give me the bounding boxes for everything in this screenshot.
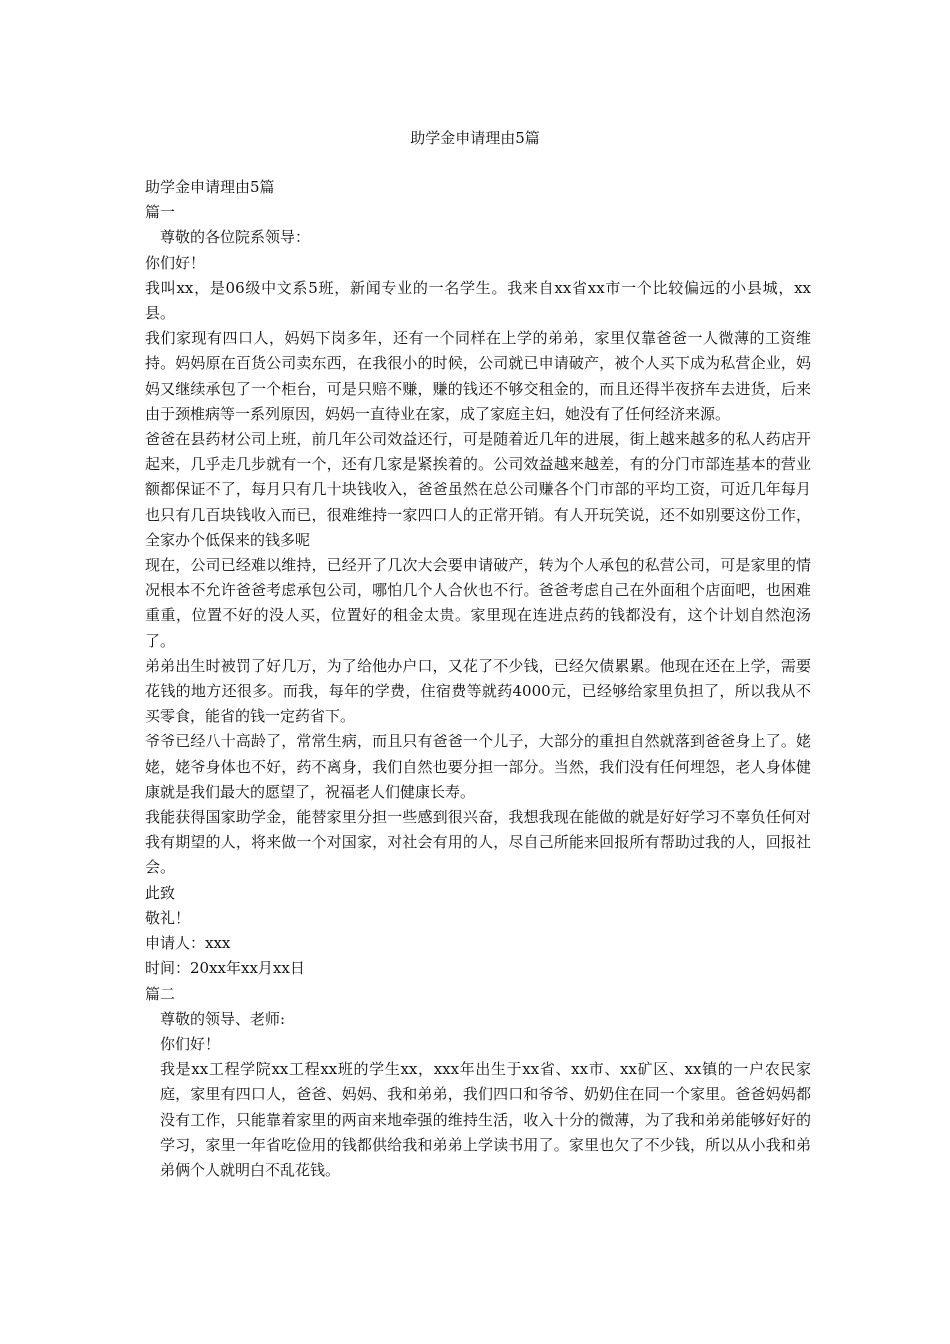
paragraph: 尊敬的领导、老师: — [160, 1009, 286, 1028]
paragraph: 你们好！ — [160, 1034, 221, 1053]
paragraph: 时间：20xx年xx月xx日 — [145, 959, 305, 978]
paragraph: 尊敬的各位院系领导： — [160, 228, 311, 247]
page-title: 助学金申请理由5篇 — [410, 129, 540, 147]
paragraph: 篇一 — [145, 203, 176, 222]
paragraph: 助学金申请理由5篇 — [145, 178, 275, 196]
paragraph: 敬礼！ — [145, 908, 191, 927]
paragraph: 弟弟出生时被罚了好几万，为了给他办户口，又花了不少钱，已经欠债累累。他现在还在上学，需要花钱的地方还很多。而我，每年的学费，住宿费等就药4000元，已经够给家里负担了，所以我从不买零食，能省的钱一定药省下。 — [145, 656, 811, 726]
document-body — [145, 175, 811, 1183]
paragraph: 我是xx工程学院xx工程xx班的学生xx，xxx年出生于xx省、xx市、xx矿区、xx镇的一户农民家庭，家里有四口人，爸爸、妈妈、我和弟弟，我们四口和爷爷、奶奶住在同一个家里。爸爸妈妈都没有工作，只能靠着家里的两亩来地牵强的维持生活，收入十分的微薄，为了我和弟弟能够好好的学习，家里一年省吃俭用的钱都供给我和弟弟上学读书用了。家里也欠了不少钱，所以从小我和弟弟俩个人就明白不乱花钱。 — [160, 1060, 811, 1179]
paragraph: 现在，公司已经难以维持，已经开了几次大会要申请破产，转为个人承包的私营公司，可是家里的情况根本不允许爸爸考虑承包公司，哪怕几个人合伙也不行。爸爸考虑自己在外面租个店面吧，也困难重重，位置不好的没人买，位置好的租金太贵。家里现在连进点药的钱都没有，这个计划自然泡汤了。 — [145, 556, 811, 650]
paragraph: 申请人：xxx — [145, 934, 231, 953]
paragraph: 我叫xx，是06级中文系5班，新闻专业的一名学生。我来自xx省xx市一个比较偏远的小县城，xx县。 — [145, 278, 811, 323]
paragraph: 我们家现有四口人，妈妈下岗多年，还有一个同样在上学的弟弟，家里仅靠爸爸一人微薄的工资维持。妈妈原在百货公司卖东西，在我很小的时候，公司就已申请破产，被个人买下成为私营企业，妈妈又继续承包了一个柜台，可是只赔不赚，赚的钱还不够交租金的，而且还得半夜挤车去进货，后来由于颈椎病等一系列原因，妈妈一直待业在家，成了家庭主妇，她没有了任何经济来源。 — [145, 329, 811, 423]
paragraph: 爷爷已经八十高龄了，常常生病，而且只有爸爸一个儿子，大部分的重担自然就落到爸爸身上了。姥姥，姥爷身体也不好，药不离身，我们自然也要分担一部分。当然，我们没有任何埋怨，老人身体健康就是我们最大的愿望了，祝福老人们健康长寿。 — [145, 732, 811, 801]
paragraph: 此致 — [145, 883, 176, 902]
paragraph: 我能获得国家助学金，能替家里分担一些感到很兴奋，我想我现在能做的就是好好学习不辜负任何对我有期望的人，将来做一个对国家，对社会有用的人，尽自己所能来回报所有帮助过我的人，回报社会。 — [145, 808, 811, 877]
paragraph: 篇二 — [145, 984, 176, 1003]
paragraph: 爸爸在县药材公司上班，前几年公司效益还行，可是随着近几年的进展，街上越来越多的私人药店开起来，几乎走几步就有一个，还有几家是紧挨着的。公司效益越来越差，有的分门市部连基本的营业额都保证不了，每月只有几十块钱收入，爸爸虽然在总公司赚各个门市部的平均工资，可近几年每月也只有几百块钱收入而已，很难维持一家四口人的正常开销。有人开玩笑说，还不如别要这份工作，全家办个低保来的钱多呢 — [145, 430, 811, 549]
paragraph: 你们好！ — [145, 253, 206, 272]
